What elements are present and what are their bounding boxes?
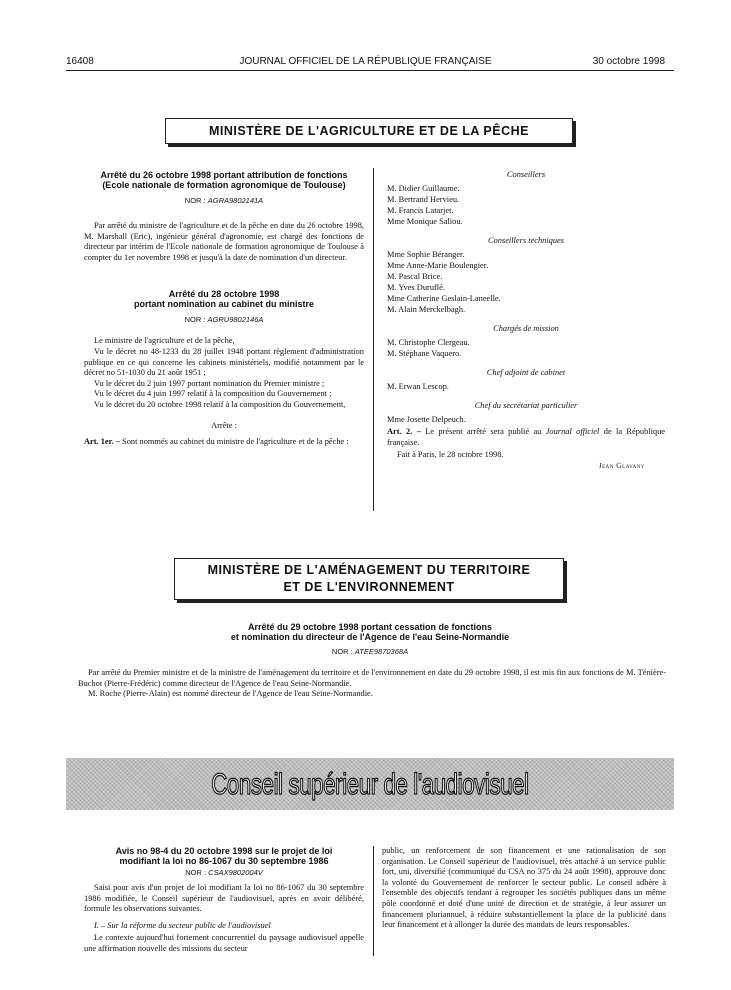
- csa-banner: [66, 758, 674, 810]
- conseillers-title: Conseillers: [506, 170, 546, 179]
- journal-title: JOURNAL OFFICIEL DE LA RÉPUBLIQUE FRANÇAISE: [239, 56, 492, 67]
- left-column-agriculture: [84, 170, 364, 448]
- mission-list: [387, 337, 665, 359]
- list-item: M. Stéphane Vaquero.: [387, 349, 462, 358]
- header-date: 30 octobre 1998: [592, 56, 665, 67]
- list-item: M. Yves Duruflé.: [387, 283, 445, 292]
- column-separator-csa: [373, 846, 374, 956]
- page-number: 16408: [66, 56, 94, 67]
- techniques-list: [387, 249, 665, 315]
- article2: Art. 2. – Le présent arrêté sera publié au Journal officiel de la République française.: [387, 427, 666, 447]
- secretariat-title: Chef du secrétariat particulier: [474, 401, 578, 410]
- visa-paragraph: Vu le décret du 20 octobre 1998 relatif à la composition du Gouvernement,: [94, 399, 346, 409]
- mission-title: Chargés de mission: [493, 324, 559, 333]
- avis-heading: I. – Sur la réforme du secteur public de l'audiovisuel: [94, 920, 271, 930]
- arrete3-title: Arrêté du 29 octobre 1998 portant cessation de fonctions et nomination du directeur de l'Agence de l'eau Seine-Normandie: [230, 622, 510, 642]
- arrete2-title: Arrêté du 28 octobre 1998 portant nomination au cabinet du ministre: [133, 289, 314, 310]
- list-item: Mme Josette Delpeuch.: [387, 415, 466, 424]
- list-item: Mme Anne-Marie Boulengier.: [387, 261, 489, 270]
- ministry-agriculture-title: MINISTÈRE DE L'AGRICULTURE ET DE LA PÊCHE: [208, 124, 529, 138]
- article1: Art. 1er. – Sont nommés au cabinet du ministre de l'agriculture et de la pêche :: [84, 437, 349, 447]
- avis-right-para: public, un renforcement de son financement et une rationalisation de son organisation. Le Conseil supérieur de l'audiovisuel, très attaché à un service public fort, uni, diversifié (communiqué du CSA no 375 du 24 août 1998), approuve donc la volonté du Gouvernement de renforcer le secteur public. Le conseil adhère à l'ensemble des objectifs tendant à regrouper les sociétés publiques dans un même pôle coordonné et doté d'une unité de direction et de stratégie, à leur assurer un financement pluriannuel, à réduire substantiellement la place de la publicité dans leur financement et à allonger la durée des mandats de leurs responsables.: [382, 846, 666, 930]
- ministry-territoire-line1: MINISTÈRE DE L'AMÉNAGEMENT DU TERRITOIRE: [207, 563, 531, 577]
- list-item: M. Didier Guillaume.: [387, 184, 460, 193]
- adjoint-list: [387, 381, 665, 392]
- list-item: M. Erwan Lescop.: [387, 382, 449, 391]
- column-separator: [373, 168, 374, 511]
- list-item: M. Bertrand Hervieu.: [387, 195, 460, 204]
- list-item: M. Christophe Clergeau.: [387, 338, 470, 347]
- conseillers-list: [387, 183, 665, 227]
- arrete-label: Arrête :: [211, 420, 237, 430]
- list-item: M. Alain Merckelbagh.: [387, 305, 466, 314]
- list-item: Mme Monique Saliou.: [387, 217, 463, 226]
- left-column-csa: [84, 846, 364, 955]
- visa-paragraph: Vu le décret du 2 juin 1997 portant nomination du Premier ministre ;: [94, 378, 325, 388]
- ministry-territoire-line2: ET DE L'ENVIRONNEMENT: [283, 580, 455, 594]
- signature: Jean Glavany: [598, 460, 645, 470]
- arrete3-nor: NOR : ATEE9870368A: [331, 647, 409, 656]
- visa-paragraph: Vu le décret du 4 juin 1997 relatif à la composition du Gouvernement ;: [94, 389, 332, 399]
- csa-banner-title: Conseil supérieur de l'audiovisuel: [211, 768, 529, 801]
- ministry-territoire-box: [174, 558, 564, 600]
- arrete1-nor: NOR : AGRA9802141A: [184, 196, 264, 205]
- avis-title: Avis no 98-4 du 20 octobre 1998 sur le projet de loi modifiant la loi no 86-1067 du 30 septembre 1986: [115, 846, 333, 866]
- avis-para2: Le contexte aujourd'hui fortement concurrentiel du paysage audiovisuel appelle une affirmation nouvelle des missions du secteur: [84, 933, 364, 953]
- arrete1-title: Arrêté du 26 octobre 1998 portant attribution de fonctions (Ecole nationale de formation agronomique de Toulouse): [100, 170, 348, 190]
- arrete3-body: Par arrêté du Premier ministre et de la ministre de l'aménagement du territoire et de l'environnement en date du 29 octobre 1998, il est mis fin aux fonctions de M. Ténière-Buchot (Pierre-Frédéric) comme directeur de l'Agence de l'eau Seine-Normandie.: [78, 668, 666, 688]
- secretariat-list: [387, 414, 665, 425]
- ministry-agriculture-box: [165, 118, 573, 144]
- avis-para1: Saisi pour avis d'un projet de loi modifiant la loi no 86-1067 du 30 septembre 1986 modifiée, le Conseil supérieur de l'audiovisuel, après en avoir délibéré, formule les observations suivantes.: [84, 883, 364, 914]
- arrete3-body2: M. Roche (Pierre-Alain) est nommé directeur de l'Agence de l'eau Seine-Normandie.: [88, 689, 373, 698]
- visa-paragraph: Le ministre de l'agriculture et de la pêche,: [94, 336, 235, 346]
- visa-paragraph: Vu le décret no 48-1233 du 28 juillet 1948 portant règlement d'administration publique en ce qui concerne les cabinets ministériels, modifié notamment par le décret no 51-1030 du 21 août 1951 ;: [84, 346, 364, 378]
- list-item: Mme Sophie Béranger.: [387, 250, 465, 259]
- techniques-title: Conseillers techniques: [487, 236, 565, 245]
- adjoint-title: Chef adjoint de cabinet: [486, 368, 566, 377]
- list-item: M. Pascal Brice.: [387, 272, 443, 281]
- arrete1-body: Par arrêté du ministre de l'agriculture et de la pêche en date du 26 octobre 1998, M. Marshall (Eric), ingénieur général d'agronomie, est chargé des fonctions de directeur par intérim de l'Ecole nationale de formation agronomique de Toulouse à compter du 1er novembre 1998 et jusqu'à la date de nomination d'un directeur.: [84, 221, 364, 262]
- avis-nor: NOR : CSAX9802004V: [185, 868, 263, 877]
- right-column-agriculture: [387, 170, 665, 471]
- list-item: M. Francis Latarjet.: [387, 206, 454, 215]
- list-item: Mme Catherine Geslain-Laneelle.: [387, 294, 501, 303]
- fait-a-paris: Fait à Paris, le 28 octobre 1998.: [397, 450, 504, 460]
- arrete2-nor: NOR : AGRU9802146A: [184, 315, 264, 325]
- arrete2-visas: [84, 336, 364, 410]
- header-rule: [66, 70, 674, 71]
